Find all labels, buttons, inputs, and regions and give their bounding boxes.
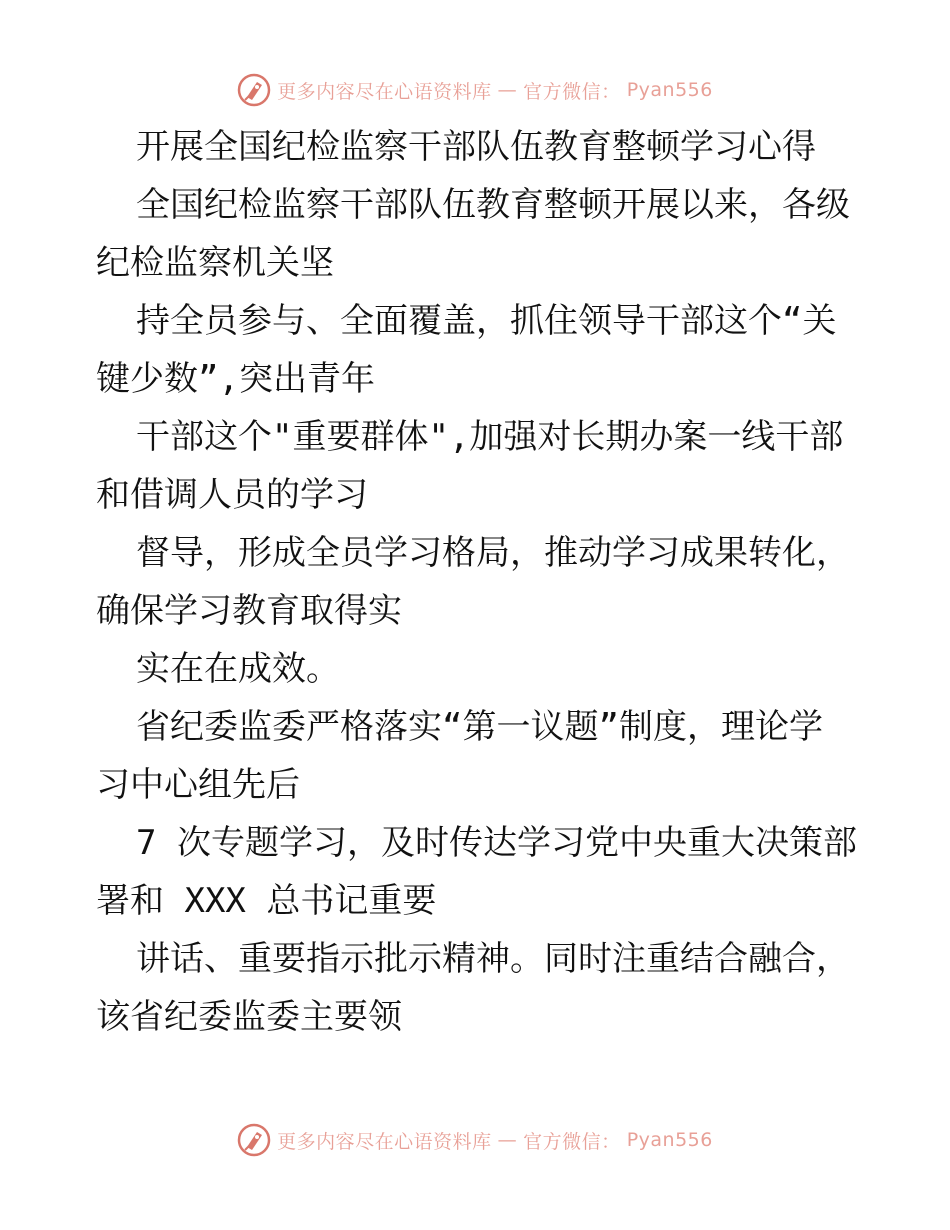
watermark-wechat-id: Pyan556 (626, 79, 713, 101)
text-line: 实在在成效。 (136, 649, 340, 689)
watermark-wechat-label: 官方微信： (523, 1130, 621, 1153)
document-title: 开展全国纪检监察干部队伍教育整顿学习心得 (136, 127, 816, 167)
text-line: 键少数”,突出青年 (96, 359, 375, 399)
document-body (96, 118, 856, 1046)
text-line: 全国纪检监察干部队伍教育整顿开展以来，各级 (136, 185, 850, 225)
pen-nib-logo-icon (237, 1123, 271, 1157)
text-line: 督导，形成全员学习格局，推动学习成果转化， (136, 533, 850, 573)
text-line: 该省纪委监委主要领 (96, 997, 402, 1037)
watermark-wechat-label: 官方微信： (523, 80, 621, 103)
watermark-footer (0, 1120, 950, 1160)
watermark-header (0, 70, 950, 110)
text-line: 讲话、重要指示批示精神。同时注重结合融合， (136, 939, 850, 979)
pen-nib-logo-icon (237, 73, 271, 107)
text-line: 省纪委监委严格落实“第一议题”制度，理论学 (136, 707, 823, 747)
text-line: 持全员参与、全面覆盖，抓住领导干部这个“关 (136, 301, 837, 341)
watermark-wechat-id: Pyan556 (626, 1129, 713, 1151)
watermark-brand-text: 更多内容尽在心语资料库 (277, 1130, 492, 1153)
watermark-brand-text: 更多内容尽在心语资料库 (277, 80, 492, 103)
text-line: 署和 XXX 总书记重要 (96, 881, 437, 921)
text-line: 7 次专题学习，及时传达学习党中央重大决策部 (136, 823, 857, 863)
text-line: 纪检监察机关坚 (96, 243, 334, 283)
text-line: 确保学习教育取得实 (96, 591, 402, 631)
text-line: 和借调人员的学习 (96, 475, 368, 515)
watermark-separator: — (497, 1129, 518, 1151)
watermark-separator: — (497, 79, 518, 101)
text-line: 干部这个"重要群体",加强对长期办案一线干部 (136, 417, 844, 457)
text-line: 习中心组先后 (96, 765, 300, 805)
